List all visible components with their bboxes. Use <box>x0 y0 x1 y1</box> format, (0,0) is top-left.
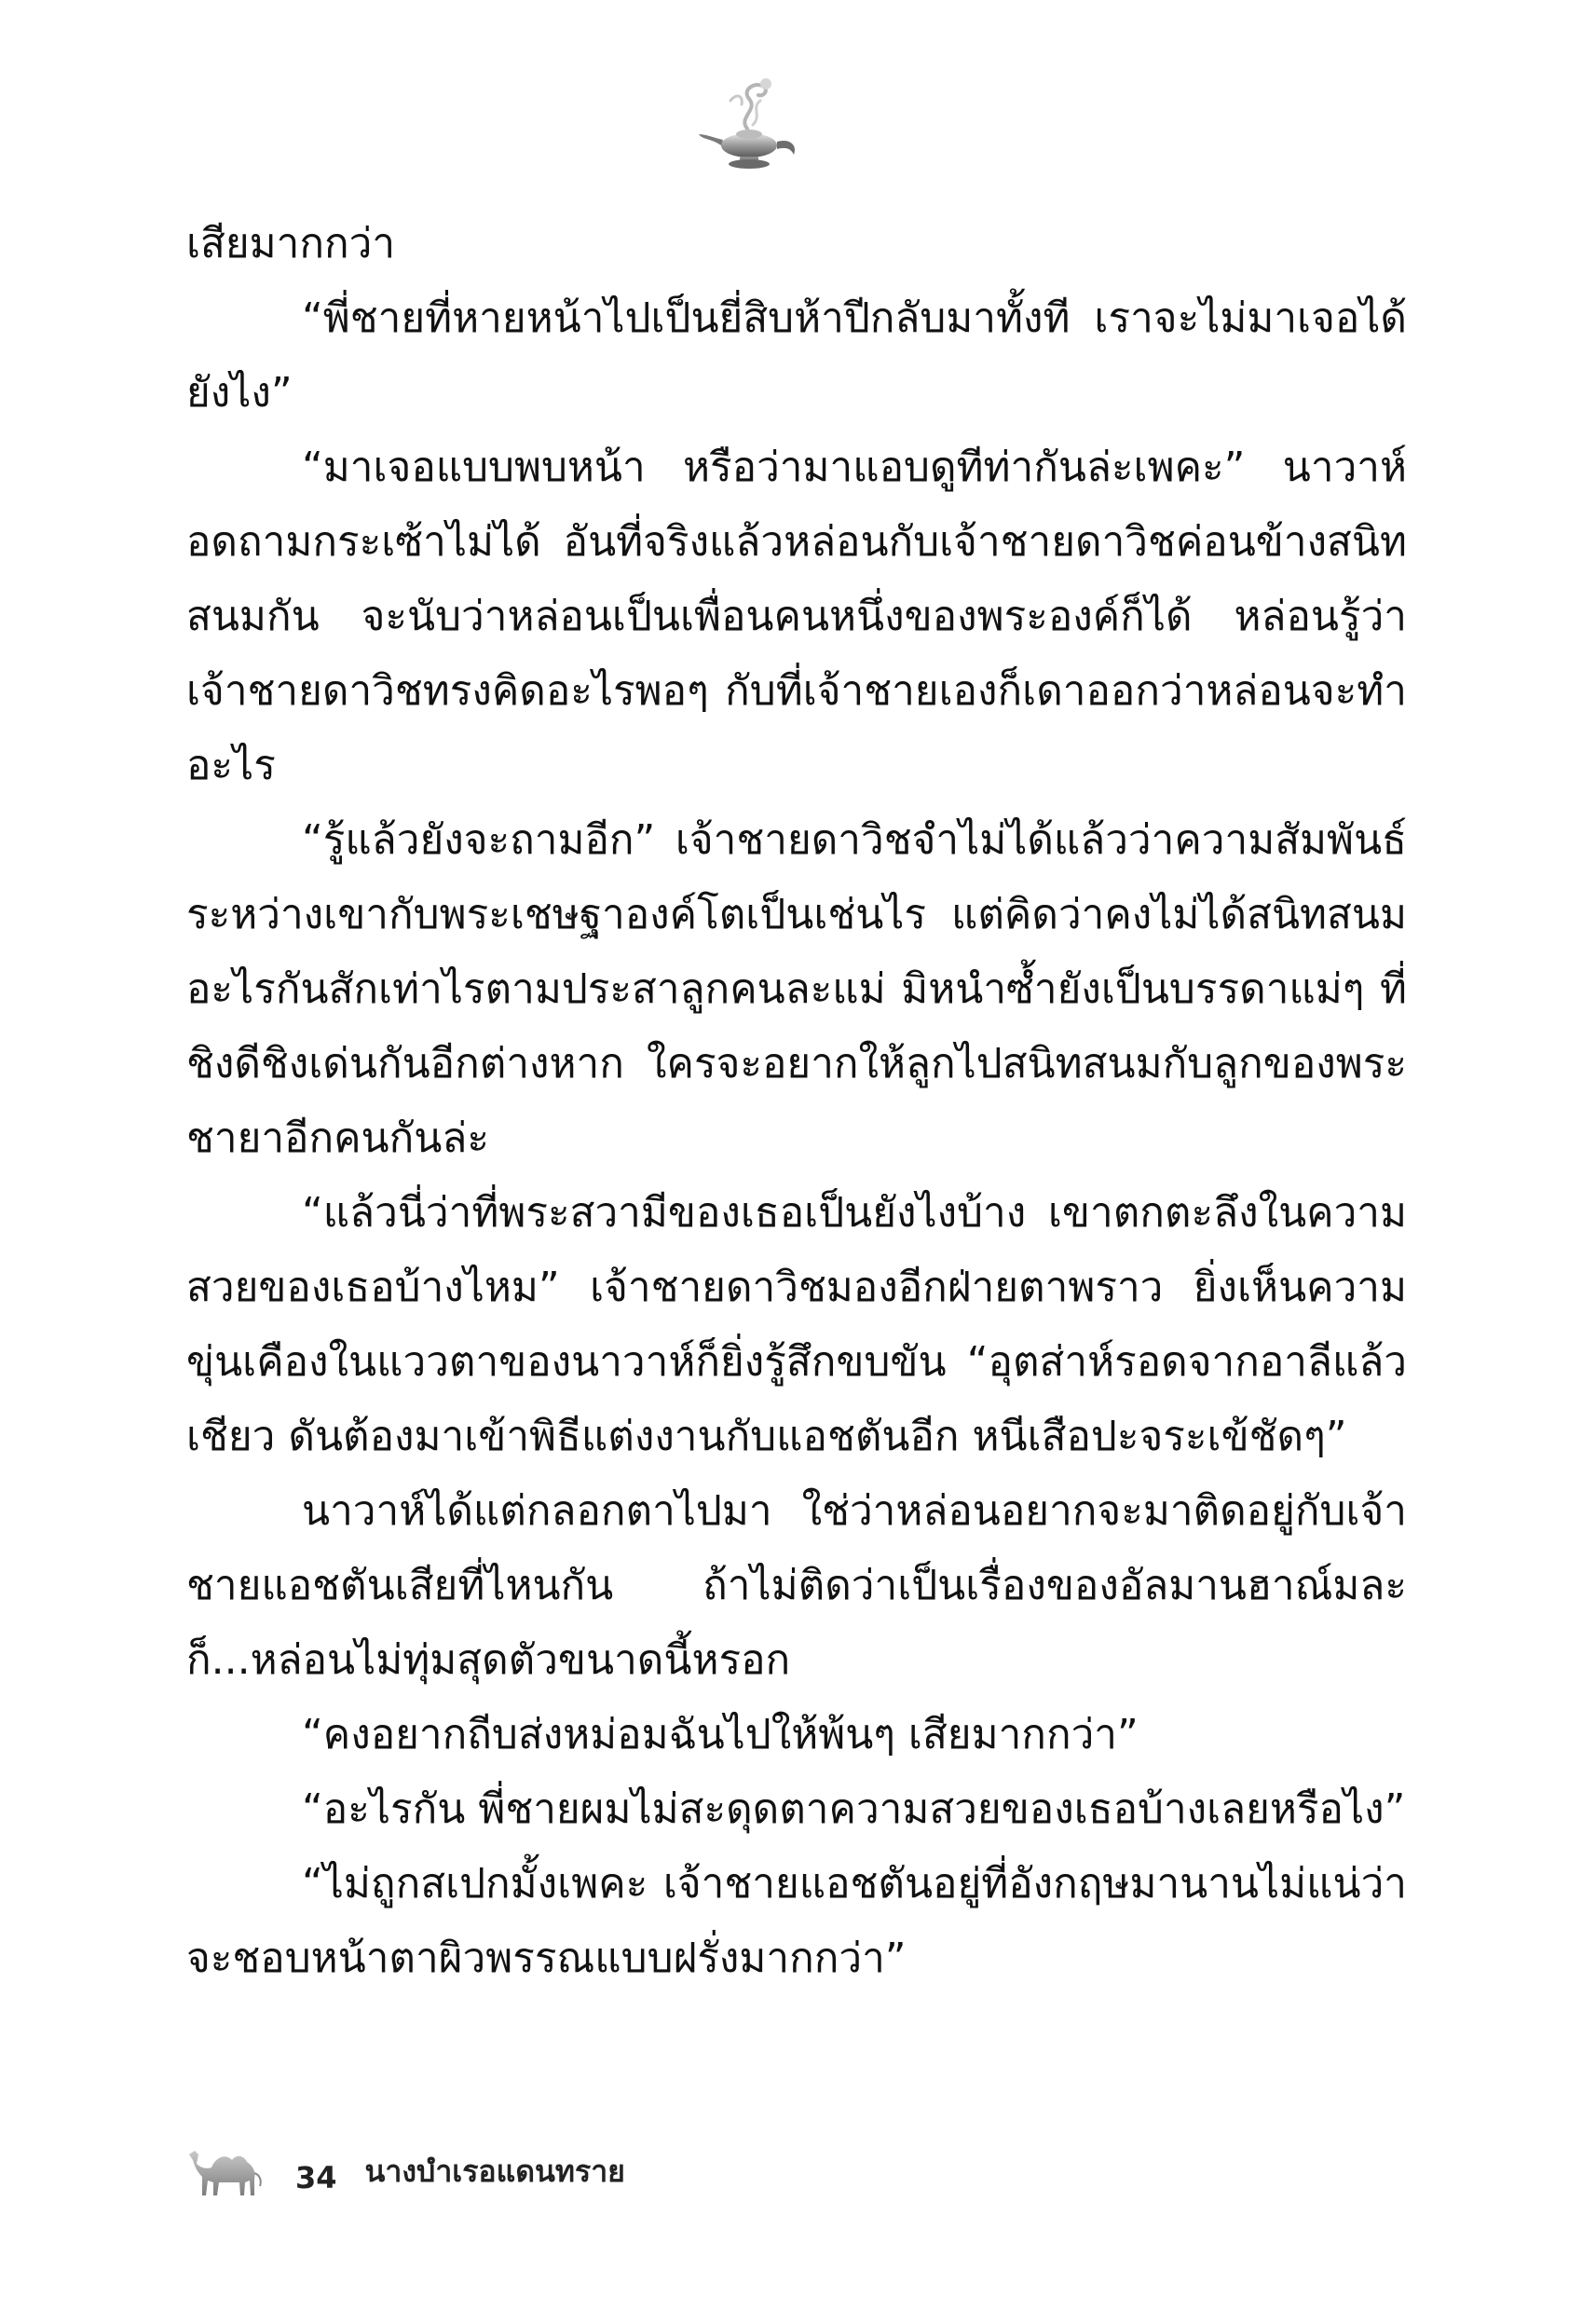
paragraph: เสียมากกว่า <box>186 220 396 267</box>
camel-icon <box>182 2141 275 2199</box>
page-number: 34 <box>295 2160 337 2195</box>
magic-lamp-icon <box>693 73 805 175</box>
book-title: นางบำเรอแดนทราย <box>364 2154 625 2189</box>
paragraph: นาวาห์ได้แต่กลอกตาไปมา ใช่ว่าหล่อนอยากจะมาติดอยู่กับเจ้าชายแอชตันเสียที่ไหนกัน ถ้าไม่ติดว่าเป็นเรื่องของอัลมานฮาณ์มละก็...หล่อนไม่ทุ่มสุดตัวขนาดนี้หรอก <box>186 1487 1407 1684</box>
paragraph: “ไม่ถูกสเปกมั้งเพคะ เจ้าชายแอชตันอยู่ที่อังกฤษมานานไม่แน่ว่าจะชอบหน้าตาผิวพรรณแบบฝรั่งมากกว่า” <box>186 1860 1407 1982</box>
paragraph: “มาเจอแบบพบหน้า หรือว่ามาแอบดูทีท่ากันล่ะเพคะ” นาวาห์อดถามกระเซ้าไม่ได้ อันที่จริงแล้วหล่อนกับเจ้าชายดาวิชค่อนข้างสนิทสนมกัน จะนับว่าหล่อนเป็นเพื่อนคนหนึ่งของพระองค์ก็ได้ หล่อนรู้ว่าเจ้าชายดาวิชทรงคิดอะไรพอๆ กับที่เจ้าชายเองก็เดาออกว่าหล่อนจะทำอะไร <box>186 444 1407 789</box>
page-footer <box>182 2143 625 2199</box>
paragraph: “รู้แล้วยังจะถามอีก” เจ้าชายดาวิชจำไม่ได้แล้วว่าความสัมพันธ์ระหว่างเขากับพระเชษฐาองค์โตเป็นเช่นไร แต่คิดว่าคงไม่ได้สนิทสนมอะไรกันสักเท่าไรตามประสาลูกคนละแม่ มิหนำซ้ำยังเป็นบรรดาแม่ๆ ที่ชิงดีชิงเด่นกันอีกต่างหาก ใครจะอยากให้ลูกไปสนิทสนมกับลูกของพระชายาอีกคนกันล่ะ <box>186 816 1407 1162</box>
paragraph: “พี่ชายที่หายหน้าไปเป็นยี่สิบห้าปีกลับมาทั้งที เราจะไม่มาเจอได้ยังไง” <box>186 294 1407 417</box>
paragraph: “แล้วนี่ว่าที่พระสวามีของเธอเป็นยังไงบ้าง เขาตกตะลึงในความสวยของเธอบ้างไหม” เจ้าชายดาวิชมองอีกฝ่ายตาพราว ยิ่งเห็นความขุ่นเคืองในแววตาของนาวาห์ก็ยิ่งรู้สึกขบขัน “อุตส่าห์รอดจากอาลีแล้วเชียว ดันต้องมาเข้าพิธีแต่งงานกับแอชตันอีก หนีเสือปะจระเข้ชัดๆ” <box>186 1189 1407 1460</box>
paragraph: “คงอยากถีบส่งหม่อมฉันไปให้พ้นๆ เสียมากกว่า” <box>302 1711 1139 1758</box>
paragraph: “อะไรกัน พี่ชายผมไม่สะดุดตาความสวยของเธอบ้างเลยหรือไง” <box>302 1785 1406 1833</box>
body-text <box>186 207 1407 1996</box>
